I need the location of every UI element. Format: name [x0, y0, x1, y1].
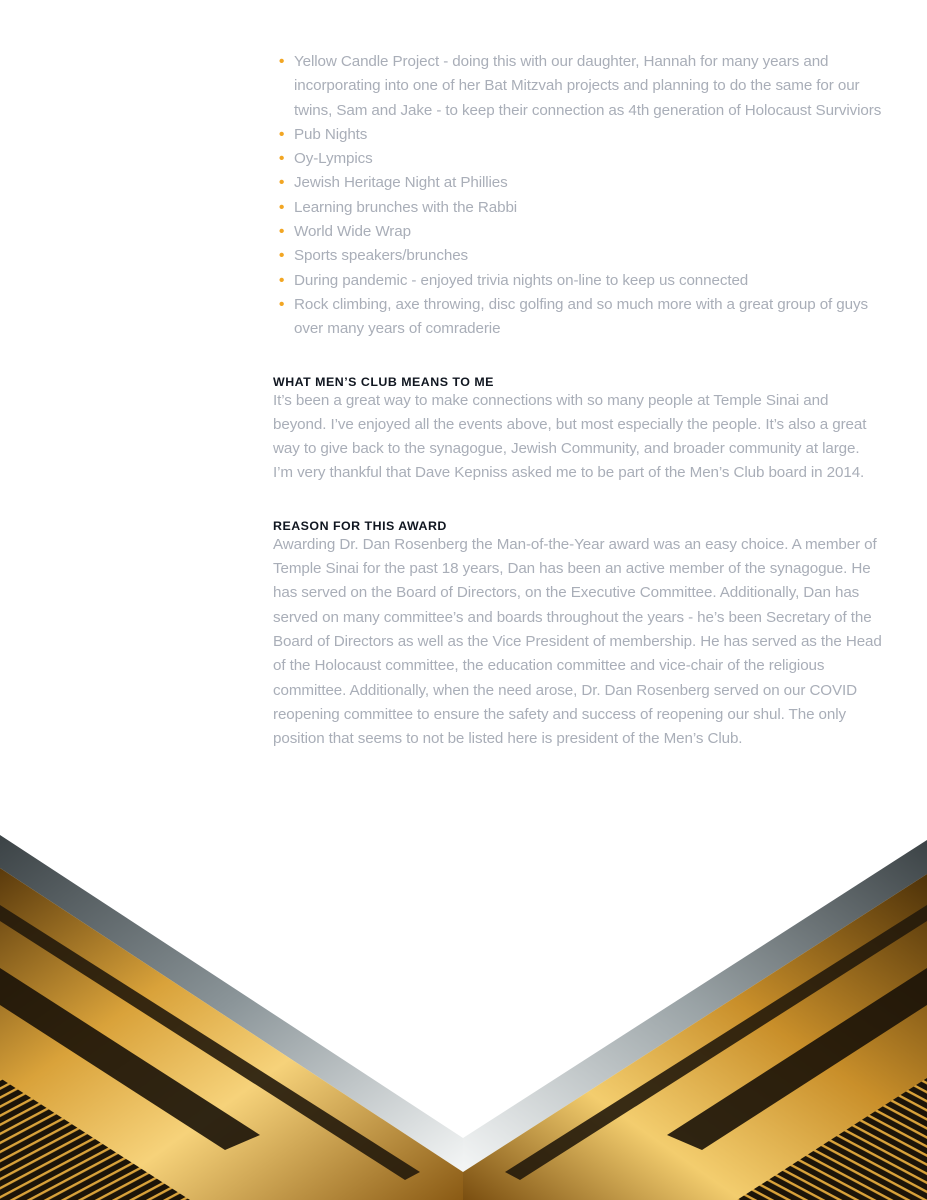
list-item-text: World Wide Wrap: [294, 223, 411, 241]
list-item: [273, 244, 883, 268]
list-item-text: Yellow Candle Project - doing this with our daughter, Hannah for many years and incorporating into one of her Bat Mitzvah projects and planning to do the same for our twins, Sam and Jake - to keep their connection as 4th generation of Holocaust Surviviors: [294, 53, 882, 119]
section-body-award-reason: Awarding Dr. Dan Rosenberg the Man-of-the-Year award was an easy choice. A member of Temple Sinai for the past 18 years, Dan has been an active member of the synagogue. He has served on the Board of Directors, on the Executive Committee. Additionally, Dan has served on many committee’s and boards throughout the years - he’s been Secretary of the Board of Directors as well as the Vice President of membership. He has served as the Head of the Holocaust committee, the education committee and vice-chair of the religious committee. Additionally, when the need arose, Dr. Dan Rosenberg served on our COVID reopening committee to ensure the safety and success of reopening our shul. The only position that seems to not be listed here is president of the Men’s Club.: [273, 535, 882, 748]
bullet-icon: •: [279, 150, 285, 168]
list-item: [273, 50, 883, 123]
list-item: [273, 269, 883, 293]
bullet-icon: •: [279, 174, 285, 192]
list-item: [273, 147, 883, 171]
list-item-text: Pub Nights: [294, 125, 368, 143]
list-item: [273, 123, 883, 147]
bullet-icon: •: [279, 247, 285, 265]
list-item: [273, 293, 883, 342]
section-heading-meaning: WHAT MEN’S CLUB MEANS TO ME: [273, 374, 494, 389]
activities-list: [273, 50, 883, 342]
section-body-meaning: It’s been a great way to make connections with so many people at Temple Sinai and beyond. I’ve enjoyed all the events above, but most especially the people. It’s also a great way to give back to the synagogue, Jewish Community, and broader community at large. I’m very thankful that Dave Kepniss asked me to be part of the Men’s Club board in 2014.: [273, 391, 867, 482]
page-content: [273, 50, 883, 751]
list-item-text: During pandemic - enjoyed trivia nights on-line to keep us connected: [294, 271, 749, 289]
section-heading-award-reason: REASON FOR THIS AWARD: [273, 518, 447, 533]
bullet-icon: •: [279, 295, 285, 313]
list-item-text: Jewish Heritage Night at Phillies: [294, 174, 508, 192]
bullet-icon: •: [279, 125, 285, 143]
list-item: [273, 220, 883, 244]
bullet-icon: •: [279, 198, 285, 216]
bullet-icon: •: [279, 271, 285, 289]
bullet-icon: •: [279, 53, 285, 70]
chevron-stripes-decoration: [0, 820, 927, 1200]
list-item-text: Sports speakers/brunches: [294, 247, 469, 265]
list-item: [273, 196, 883, 220]
list-item: [273, 171, 883, 195]
list-item-text: Learning brunches with the Rabbi: [294, 198, 518, 216]
list-item-text: Rock climbing, axe throwing, disc golfing and so much more with a great group of guys over many years of comraderie: [294, 295, 868, 338]
list-item-text: Oy-Lympics: [294, 150, 373, 168]
bullet-icon: •: [279, 223, 285, 241]
